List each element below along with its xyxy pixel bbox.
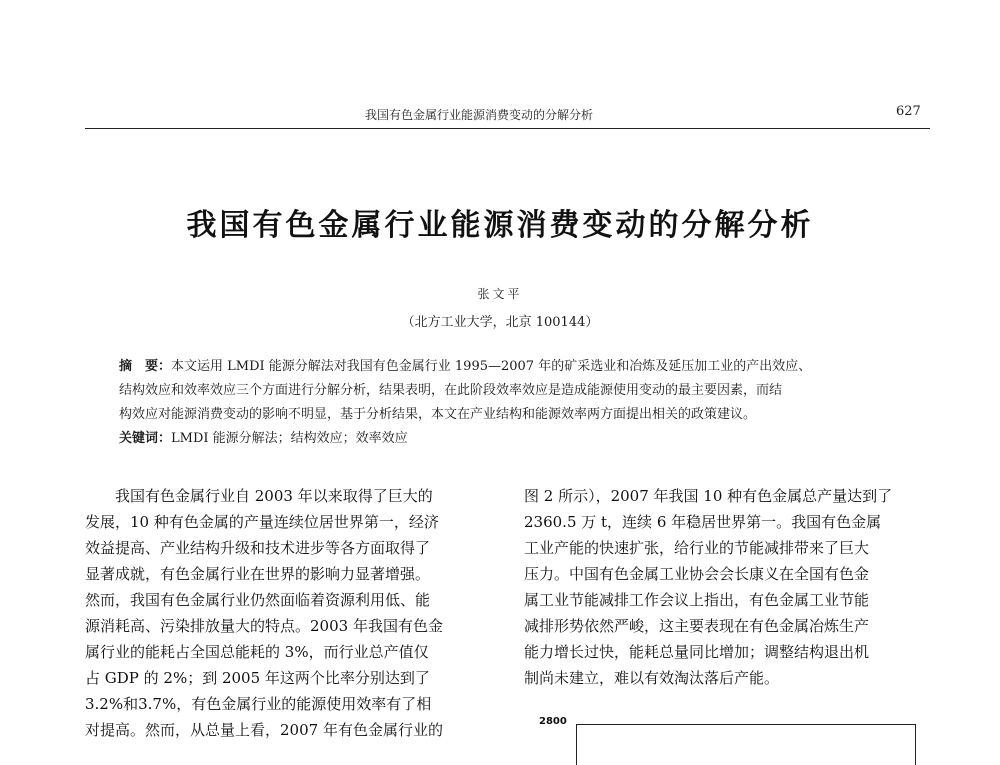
body-left-line-3: 效益提高、产业结构升级和技术进步等各方面取得了	[85, 539, 431, 557]
keywords-line	[119, 427, 909, 451]
body-left-line-2: 发展，10 种有色金属的产量连续位居世界第一，经济	[85, 513, 439, 531]
author-name: 张文平	[477, 287, 523, 301]
body-left-line-7: 属行业的能耗占全国总能耗的 3%，而行业总产值仅	[85, 643, 429, 661]
body-left-line-9: 3.2%和3.7%，有色金属行业的能源使用效率有了相	[85, 695, 432, 713]
body-right-line-1: 图 2 所示），2007 年我国 10 种有色金属总产量达到了	[524, 487, 893, 505]
body-left-line-6: 源消耗高、污染排放量大的特点。2003 年我国有色金	[85, 617, 443, 635]
body-right-line-6: 减排形势依然严峻，这主要表现在有色金属冶炼生产	[524, 617, 870, 635]
body-right-line-2: 2360.5 万 t，连续 6 年稳居世界第一。我国有色金属	[524, 513, 882, 531]
author-affiliation: （北方工业大学，北京 100144）	[401, 315, 599, 330]
running-header-title: 我国有色金属行业能源消费变动的分解分析	[365, 108, 594, 122]
body-right-line-5: 属工业节能减排工作会议上指出，有色金属工业节能	[524, 591, 870, 609]
chart-y-tick-label: 2800	[539, 716, 567, 727]
body-left-line-8: 占 GDP 的 2%；到 2005 年这两个比率分别达到了	[85, 669, 430, 687]
body-right-line-7: 能力增长过快，能耗总量同比增加；调整结构退出机	[524, 643, 870, 661]
page-number: 627	[896, 104, 921, 119]
body-left-line-5: 然而，我国有色金属行业仍然面临着资源利用低、能	[85, 591, 431, 609]
body-left-line-4: 显著成就，有色金属行业在世界的影响力显著增强。	[85, 565, 431, 583]
abstract-label: 摘 要：	[119, 359, 172, 374]
body-right-column	[524, 483, 929, 691]
body-right-line-3: 工业产能的快速扩张，给行业的节能减排带来了巨大	[524, 539, 870, 557]
header-divider	[85, 128, 930, 129]
chart-frame	[576, 724, 916, 765]
body-left-line-1: 我国有色金属行业自 2003 年以来取得了巨大的	[115, 487, 433, 505]
article-title: 我国有色金属行业能源消费变动的分解分析	[186, 208, 814, 243]
body-left-column	[85, 483, 490, 743]
keywords-text: LMDI 能源分解法；结构效应；效率效应	[171, 431, 408, 446]
body-left-line-10: 对提高。然而，从总量上看，2007 年有色金属行业的	[85, 721, 443, 739]
abstract	[119, 355, 909, 451]
abstract-line-3: 构效应对能源消费变动的影响不明显，基于分析结果，本文在产业结构和能源效率两方面提出相关的政策建议。	[119, 407, 757, 422]
abstract-line-2: 结构效应和效率效应三个方面进行分解分析，结果表明，在此阶段效率效应是造成能源使用变动的最主要因素，而结	[119, 383, 783, 398]
body-right-line-4: 压力。中国有色金属工业协会会长康义在全国有色金	[524, 565, 870, 583]
body-right-line-8: 制尚未建立，难以有效淘汰落后产能。	[524, 669, 780, 687]
abstract-line-1	[119, 355, 909, 379]
abstract-text-1: 本文运用 LMDI 能源分解法对我国有色金属行业 1995—2007 年的矿采选业和冶炼及延压加工业的产出效应、	[171, 359, 812, 374]
keywords-label: 关键词：	[119, 431, 172, 446]
